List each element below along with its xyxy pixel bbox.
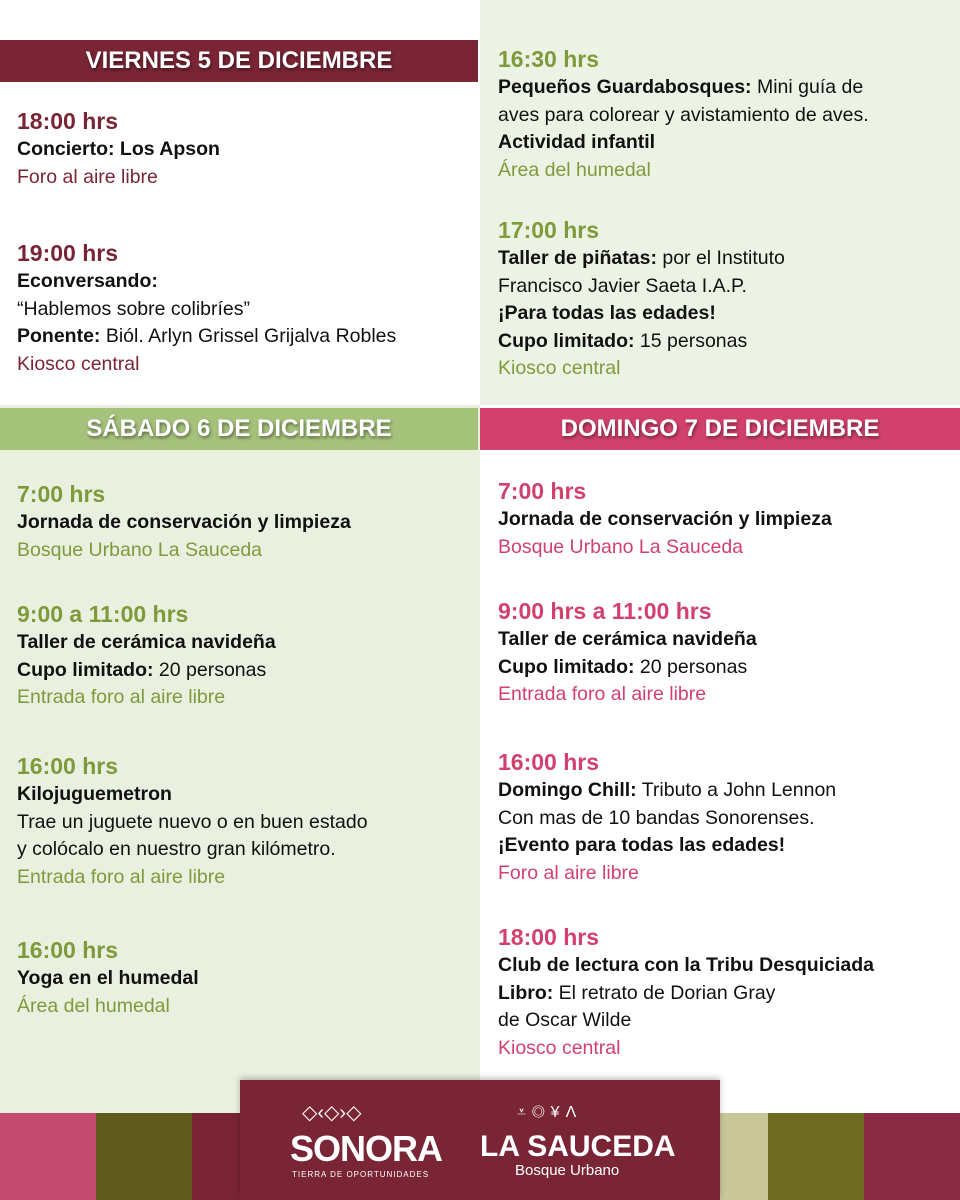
event-line xyxy=(498,952,874,980)
sauceda-subtitle: Bosque Urbano xyxy=(515,1162,620,1179)
event-item xyxy=(17,106,220,191)
event-item xyxy=(498,747,836,887)
event-location: Entrada foro al aire libre xyxy=(17,686,226,708)
event-text: Ponente: xyxy=(17,325,101,347)
event-time: 16:00 hrs xyxy=(17,937,119,963)
event-location: Kiosco central xyxy=(498,1036,621,1059)
event-line xyxy=(498,832,836,860)
event-location: Área del humedal xyxy=(17,994,170,1017)
event-text: Econversando: xyxy=(17,270,158,292)
event-text: Kilojuguemetron xyxy=(17,783,172,805)
event-line xyxy=(17,296,396,324)
event-text: ¡Para todas las edades! xyxy=(498,302,716,324)
event-text: Tributo a John Lennon xyxy=(636,779,837,801)
event-location: Entrada foro al aire libre xyxy=(17,865,226,888)
event-line xyxy=(498,129,869,157)
event-item xyxy=(17,935,199,1020)
day-header-domingo: DOMINGO 7 DE DICIEMBRE xyxy=(480,408,960,450)
event-item xyxy=(498,215,785,383)
event-text: Taller de cerámica navideña xyxy=(17,631,276,653)
event-line xyxy=(17,629,276,657)
event-line xyxy=(498,328,785,356)
day-header-viernes: VIERNES 5 DE DICIEMBRE xyxy=(0,40,478,82)
event-location: Bosque Urbano La Sauceda xyxy=(17,538,263,561)
event-time: 16:00 hrs xyxy=(17,753,119,779)
event-time: 18:00 hrs xyxy=(498,924,600,950)
event-text: aves para colorear y avistamiento de aves. xyxy=(498,103,869,126)
event-text: 20 personas xyxy=(153,658,267,681)
event-location: Kiosco central xyxy=(17,352,140,375)
event-item xyxy=(498,476,832,561)
event-line xyxy=(17,781,368,809)
event-item xyxy=(17,479,351,564)
event-line xyxy=(17,809,368,837)
sonora-logo: SONORA xyxy=(290,1128,443,1169)
event-text: Concierto: Los Apson xyxy=(17,138,220,160)
event-text: Jornada de conservación y limpieza xyxy=(498,508,832,530)
event-time: 16:30 hrs xyxy=(498,46,600,72)
event-line xyxy=(17,965,199,993)
sonora-glyph-icon: ◇‹◇›◇ xyxy=(302,1102,362,1124)
event-item xyxy=(498,922,874,1062)
event-text: Trae un juguete nuevo o en buen estado xyxy=(17,810,368,833)
spiral-tile xyxy=(864,1113,960,1200)
event-item xyxy=(498,596,757,709)
spiral-tile xyxy=(0,1113,96,1200)
event-line xyxy=(498,245,785,273)
event-text: “Hablemos sobre colibríes” xyxy=(17,297,251,320)
event-text: Pequeños Guardabosques: xyxy=(498,76,752,98)
event-text: 15 personas xyxy=(634,329,748,352)
event-line xyxy=(498,300,785,328)
event-line xyxy=(17,268,396,296)
event-line xyxy=(17,836,368,864)
event-text: Taller de cerámica navideña xyxy=(498,628,757,650)
event-text: 20 personas xyxy=(634,655,748,678)
event-line xyxy=(17,657,276,685)
event-time: 19:00 hrs xyxy=(17,240,119,266)
event-text: Taller de piñatas: xyxy=(498,247,657,269)
event-item xyxy=(498,44,869,184)
event-line xyxy=(498,102,869,130)
checker-tile xyxy=(768,1113,864,1200)
event-line xyxy=(498,805,836,833)
event-line xyxy=(498,980,874,1008)
event-line xyxy=(498,654,757,682)
event-line xyxy=(17,323,396,351)
event-location: Entrada foro al aire libre xyxy=(498,683,707,705)
event-text: Club de lectura con la Tribu Desquiciada xyxy=(498,954,875,976)
event-text: Cupo limitado: xyxy=(498,655,635,678)
sonora-tagline: TIERRA DE OPORTUNIDADES xyxy=(292,1170,430,1179)
event-time: 7:00 hrs xyxy=(498,478,587,504)
event-text: Biól. Arlyn Grissel Grijalva Robles xyxy=(100,325,397,347)
event-text: Con mas de 10 bandas Sonorenses. xyxy=(498,806,815,829)
event-location: Bosque Urbano La Sauceda xyxy=(498,535,744,558)
sauceda-symbols-icon: ⩡◎¥Λ xyxy=(517,1104,583,1121)
event-line xyxy=(17,136,220,164)
event-time: 9:00 hrs a 11:00 hrs xyxy=(498,598,712,624)
event-text: Mini guía de xyxy=(751,76,864,98)
event-location: Kiosco central xyxy=(498,357,621,379)
event-time: 18:00 hrs xyxy=(17,108,119,134)
event-line xyxy=(498,626,757,654)
event-text: Francisco Javier Saeta I.A.P. xyxy=(498,274,747,297)
event-text: Libro: xyxy=(498,981,554,1004)
event-text: Yoga en el humedal xyxy=(17,967,199,989)
event-text: El retrato de Dorian Gray xyxy=(553,981,776,1004)
event-time: 16:00 hrs xyxy=(498,749,600,775)
event-text: de Oscar Wilde xyxy=(498,1009,632,1031)
event-line xyxy=(498,273,785,301)
day-header-sabado: SÁBADO 6 DE DICIEMBRE xyxy=(0,408,478,450)
event-text: Jornada de conservación y limpieza xyxy=(17,511,351,533)
event-line xyxy=(498,74,869,102)
event-line xyxy=(498,1007,874,1035)
event-item xyxy=(17,751,368,891)
footer-logos xyxy=(240,1080,720,1200)
event-text: Domingo Chill: xyxy=(498,779,637,801)
event-text: ¡Evento para todas las edades! xyxy=(498,834,786,856)
event-time: 7:00 hrs xyxy=(17,481,106,507)
event-text: Cupo limitado: xyxy=(498,329,635,352)
sauceda-logo: LA SAUCEDA xyxy=(480,1130,676,1163)
event-item xyxy=(17,238,396,378)
event-location: Foro al aire libre xyxy=(498,861,639,884)
event-line xyxy=(498,777,836,805)
event-time: 9:00 a 11:00 hrs xyxy=(17,601,189,627)
event-text: Actividad infantil xyxy=(498,131,656,153)
event-location: Foro al aire libre xyxy=(17,165,158,188)
event-line xyxy=(17,509,351,537)
event-text: Cupo limitado: xyxy=(17,658,154,681)
event-text: y colócalo en nuestro gran kilómetro. xyxy=(17,838,336,860)
event-line xyxy=(498,506,832,534)
event-location: Área del humedal xyxy=(498,158,651,181)
event-item xyxy=(17,599,276,712)
event-time: 17:00 hrs xyxy=(498,217,600,243)
agave-tile xyxy=(96,1113,192,1200)
event-text: por el Instituto xyxy=(656,247,785,269)
